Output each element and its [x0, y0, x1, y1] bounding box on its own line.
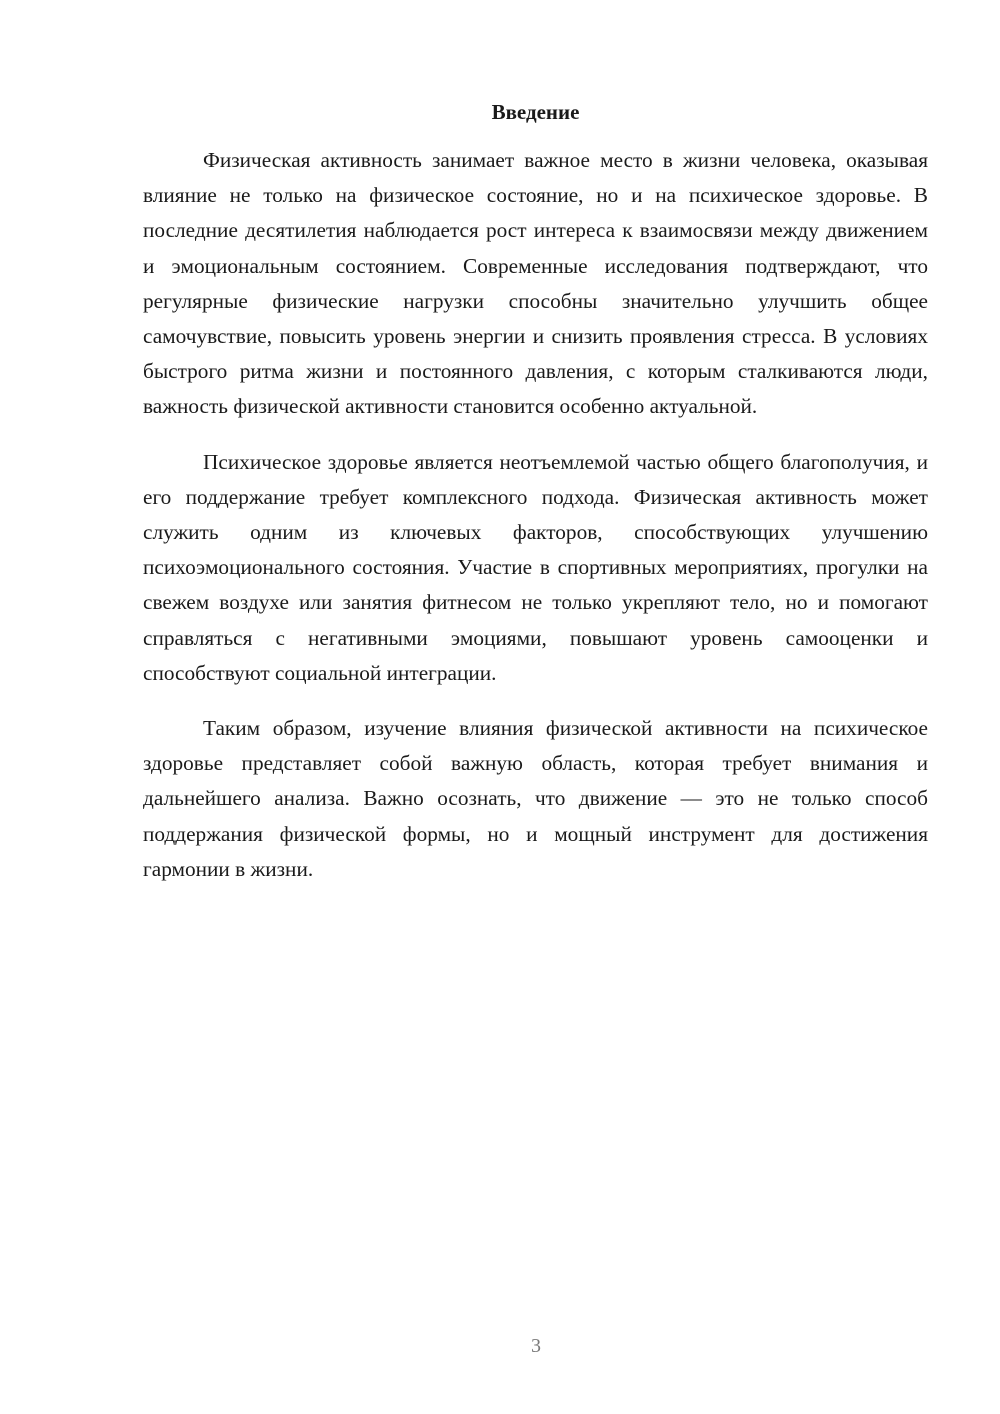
- page-number: 3: [531, 1335, 541, 1357]
- body-text: [143, 143, 928, 907]
- section-title: Введение: [491, 100, 580, 124]
- paragraph-1: Физическая активность занимает важное место в жизни человека, оказывая влияние не только на физическое состояние, но и на психическое здоровье. В последние десятилетия наблюдается рост интереса к взаимосвязи между движением и эмоциональным состоянием. Современные исследования подтверждают, что регулярные физические нагрузки способны значительно улучшить общее самочувствие, повысить уровень энергии и снизить проявления стресса. В условиях быстрого ритма жизни и постоянного давления, с которым сталкиваются люди, важность физической активности становится особенно актуальной.: [143, 148, 928, 419]
- paragraph-2: Психическое здоровье является неотъемлемой частью общего благополучия, и его поддержание требует комплексного подхода. Физическая активность может служить одним из ключевых факторов, способствующих улучшению психоэмоционального состояния. Участие в спортивных мероприятиях, прогулки на свежем воздухе или занятия фитнесом не только укрепляют тело, но и помогают справляться с негативными эмоциями, повышают уровень самооценки и способствуют социальной интеграции.: [143, 449, 928, 685]
- paragraph-3: Таким образом, изучение влияния физической активности на психическое здоровье представляет собой важную область, которая требует внимания и дальнейшего анализа. Важно осознать, что движение — это не только способ поддержания физической формы, но и мощный инструмент для достижения гармонии в жизни.: [143, 716, 928, 881]
